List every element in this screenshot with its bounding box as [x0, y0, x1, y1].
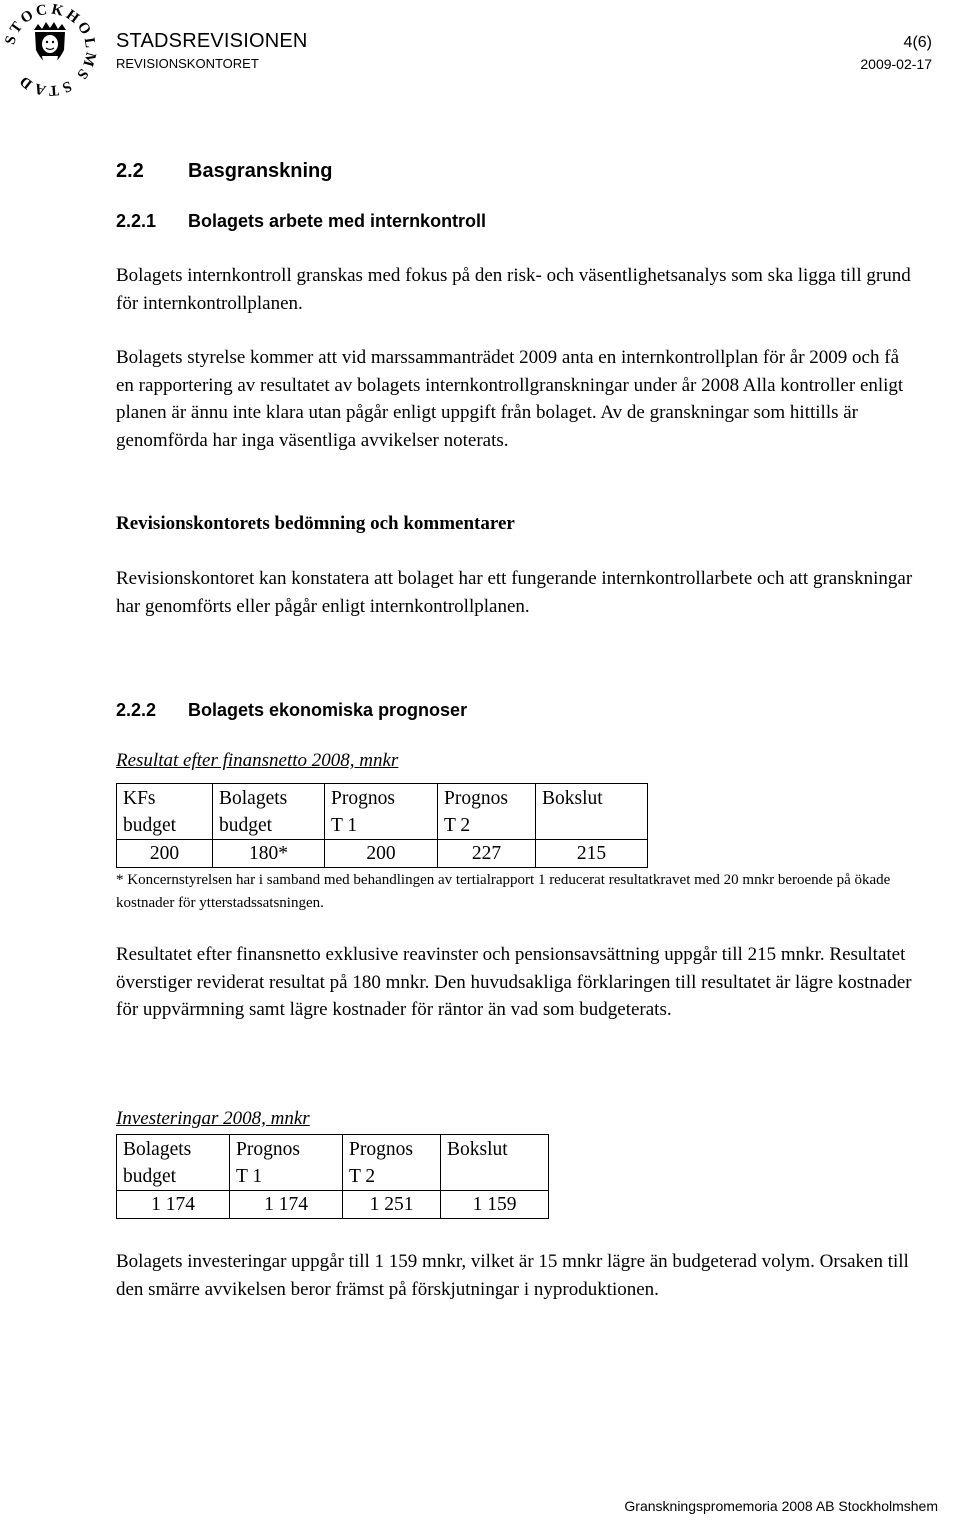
section-number: 2.2 [116, 160, 144, 182]
paragraph-text: Resultatet efter finansnetto exklusive reavinster och pensionsavsättning uppgår till 215 mnkr. Resultatet överstiger reviderat resultat på 180 mnkr. Den huvudsakliga förklaringen till resultatet är lägre kostnader för uppvärmning samt lägre kostnader för räntor än vad som budgeterats. [116, 944, 912, 1020]
paragraph-text: Bolagets internkontroll granskas med fokus på den risk- och väsentlighetsanalys som ska ligga till grund för internkontrollplanen. [116, 265, 911, 314]
table-cell: 1 174 [230, 1191, 343, 1219]
table-header-cell: KFs budget [117, 784, 213, 840]
table-header-cell: Bolagets budget [117, 1135, 230, 1191]
result-table-caption: Resultat efter finansnetto 2008, mnkr [116, 750, 399, 771]
section-number: 2.2.2 [116, 700, 157, 720]
table-header-cell: Bolagets budget [213, 784, 325, 840]
table-header-cell: Bokslut [441, 1135, 549, 1191]
table-cell: 200 [325, 840, 438, 868]
result-table [116, 783, 648, 868]
paragraph-result [116, 941, 916, 1024]
section-title: Bolagets arbete med internkontroll [188, 211, 487, 231]
investment-table [116, 1134, 549, 1219]
paragraph-text: Bolagets investeringar uppgår till 1 159 mnkr, vilket är 15 mnkr lägre än budgeterad volym. Orsaken till den smärre avvikelsen beror främst på förskjutningar i nyproduktionen. [116, 1251, 909, 1300]
paragraph-assessment [116, 565, 916, 620]
table-cell: 1 251 [343, 1191, 441, 1219]
section-heading-2-2 [116, 160, 332, 183]
table-header-cell: Prognos T 2 [343, 1135, 441, 1191]
table-cell: 180* [213, 840, 325, 868]
document-date: 2009-02-17 [860, 56, 932, 72]
paragraph-internal-control-focus [116, 262, 916, 317]
section-number: 2.2.1 [116, 211, 157, 231]
paragraph-text: Bolagets styrelse kommer att vid marssammanträdet 2009 anta en internkontrollplan för år 2009 och få en rapportering av resultatet av bolagets internkontrollgranskningar under år 2008 Alla kontroller enligt planen är ännu inte klara utan pågår enligt uppgift från bolaget. Av de granskningar som hittills är genomförda har inga väsentliga avvikelser noterats. [116, 347, 904, 451]
paragraph-investment [116, 1248, 916, 1303]
section-heading-2-2-2 [116, 700, 467, 721]
table-row [117, 840, 648, 868]
page-number: 4(6) [903, 34, 932, 51]
table-cell: 215 [536, 840, 648, 868]
stockholms-stad-logo [0, 0, 100, 100]
section-title: Basgranskning [188, 160, 333, 182]
paragraph-text: Revisionskontoret kan konstatera att bolaget har ett fungerande internkontrollarbete och att granskningar har genomförts eller pågår enligt internkontrollplanen. [116, 568, 913, 617]
table-header-row [117, 1135, 549, 1191]
page-footer: Granskningspromemoria 2008 AB Stockholmshem [624, 1498, 938, 1514]
table-cell: 200 [117, 840, 213, 868]
table-cell: 227 [438, 840, 536, 868]
organization-name: STADSREVISIONEN [116, 30, 308, 52]
table-cell: 1 159 [441, 1191, 549, 1219]
table-cell: 1 174 [117, 1191, 230, 1219]
assessment-heading: Revisionskontorets bedömning och kommentarer [116, 513, 515, 534]
department-name: REVISIONSKONTORET [116, 56, 259, 71]
table-header-cell: Prognos T 1 [325, 784, 438, 840]
svg-text:STOCKHOLMS STAD: STOCKHOLMS STAD [2, 1, 99, 99]
table-header-row [117, 784, 648, 840]
table-header-cell: Prognos T 1 [230, 1135, 343, 1191]
table-header-cell: Prognos T 2 [438, 784, 536, 840]
section-heading-2-2-1 [116, 211, 486, 232]
investment-table-caption: Investeringar 2008, mnkr [116, 1108, 310, 1129]
section-title: Bolagets ekonomiska prognoser [188, 700, 468, 720]
table-row [117, 1191, 549, 1219]
paragraph-board-plan [116, 344, 916, 454]
table-header-cell: Bokslut [536, 784, 648, 840]
result-table-footnote: * Koncernstyrelsen har i samband med behandlingen av tertialrapport 1 reducerat resultatkravet med 20 mnkr beroende på ökade kostnader för ytterstadssatsningen. [116, 872, 891, 911]
